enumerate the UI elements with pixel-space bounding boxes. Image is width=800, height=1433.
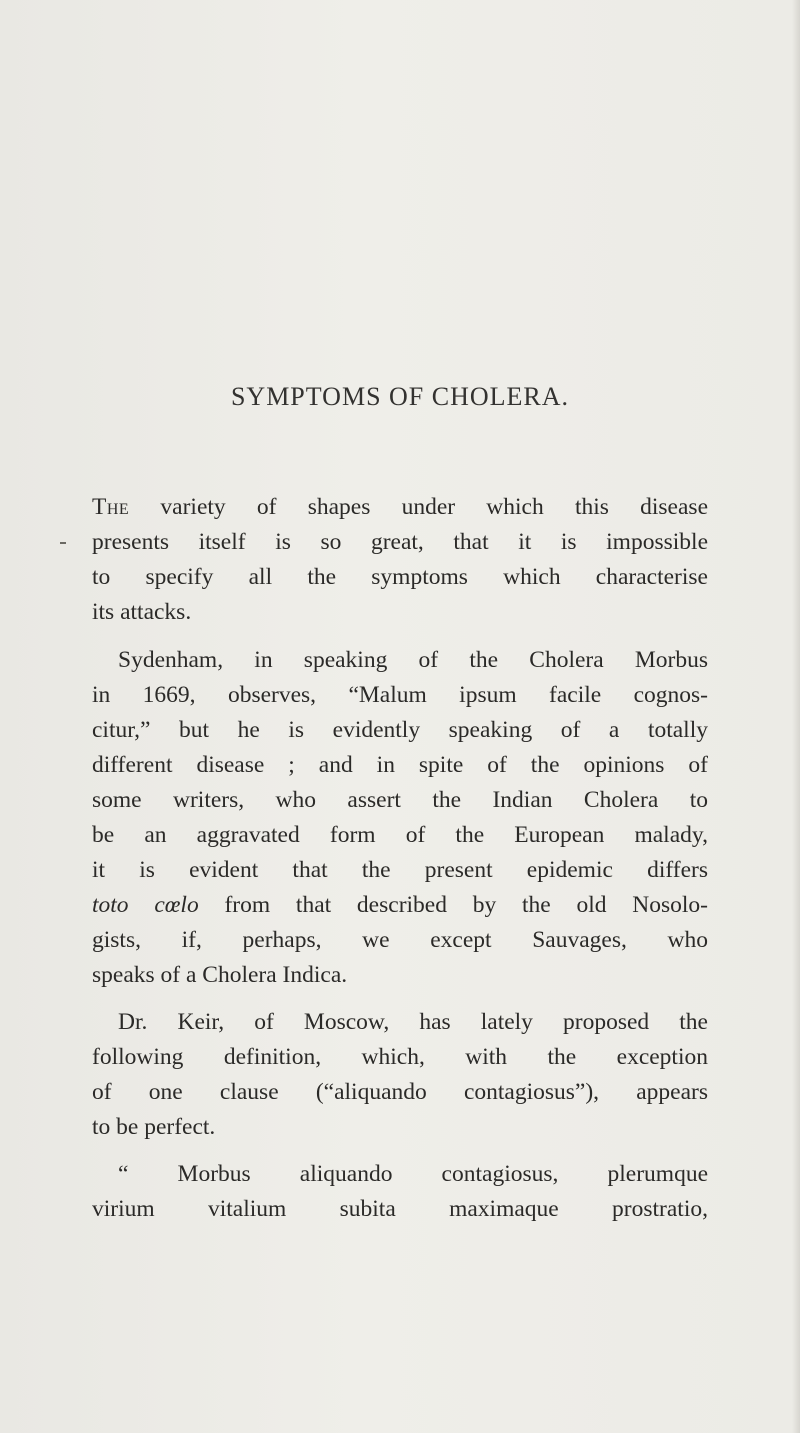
text-line: Sydenham, in speaking of the Cholera Morbus bbox=[118, 647, 708, 673]
text-line: speaks of a Cholera Indica. bbox=[92, 962, 348, 988]
text-line: following definition, which, with the exception bbox=[92, 1044, 708, 1070]
text-line: some writers, who assert the Indian Cholera to bbox=[92, 787, 708, 813]
page-title: SYMPTOMS OF CHOLERA. bbox=[230, 382, 570, 411]
text-span: variety of shapes under which this disease bbox=[160, 494, 708, 520]
drop-word: The bbox=[92, 494, 130, 520]
text-line: presents itself is so great, that it is impossible bbox=[92, 529, 708, 555]
text-line: to be perfect. bbox=[92, 1114, 216, 1140]
text-line: of one clause (“aliquando contagiosus”), appears bbox=[92, 1079, 708, 1105]
text-line: different disease ; and in spite of the opinions of bbox=[92, 752, 708, 778]
page-edge-shadow bbox=[792, 0, 800, 1433]
text-line: in 1669, observes, “Malum ipsum facile cognos- bbox=[92, 682, 708, 708]
text-line: its attacks. bbox=[92, 599, 192, 625]
text-line: Dr. Keir, of Moscow, has lately proposed the bbox=[118, 1009, 708, 1035]
text-span: from that described by the old Nosolo- bbox=[224, 892, 708, 918]
text-line: it is evident that the present epidemic differs bbox=[92, 857, 708, 883]
italic-phrase: toto cœlo bbox=[92, 892, 199, 918]
text-line: virium vitalium subita maximaque prostratio, bbox=[92, 1196, 708, 1222]
text-line bbox=[92, 894, 708, 918]
text-line: “ Morbus aliquando contagiosus, plerumque bbox=[118, 1161, 708, 1187]
text-line: be an aggravated form of the European malady, bbox=[92, 822, 708, 848]
text-line: to specify all the symptoms which characterise bbox=[92, 564, 708, 590]
margin-mark bbox=[60, 542, 66, 544]
text-line: gists, if, perhaps, we except Sauvages, who bbox=[92, 927, 708, 953]
text-line: citur,” but he is evidently speaking of a totally bbox=[92, 717, 708, 743]
text-line bbox=[92, 496, 708, 520]
